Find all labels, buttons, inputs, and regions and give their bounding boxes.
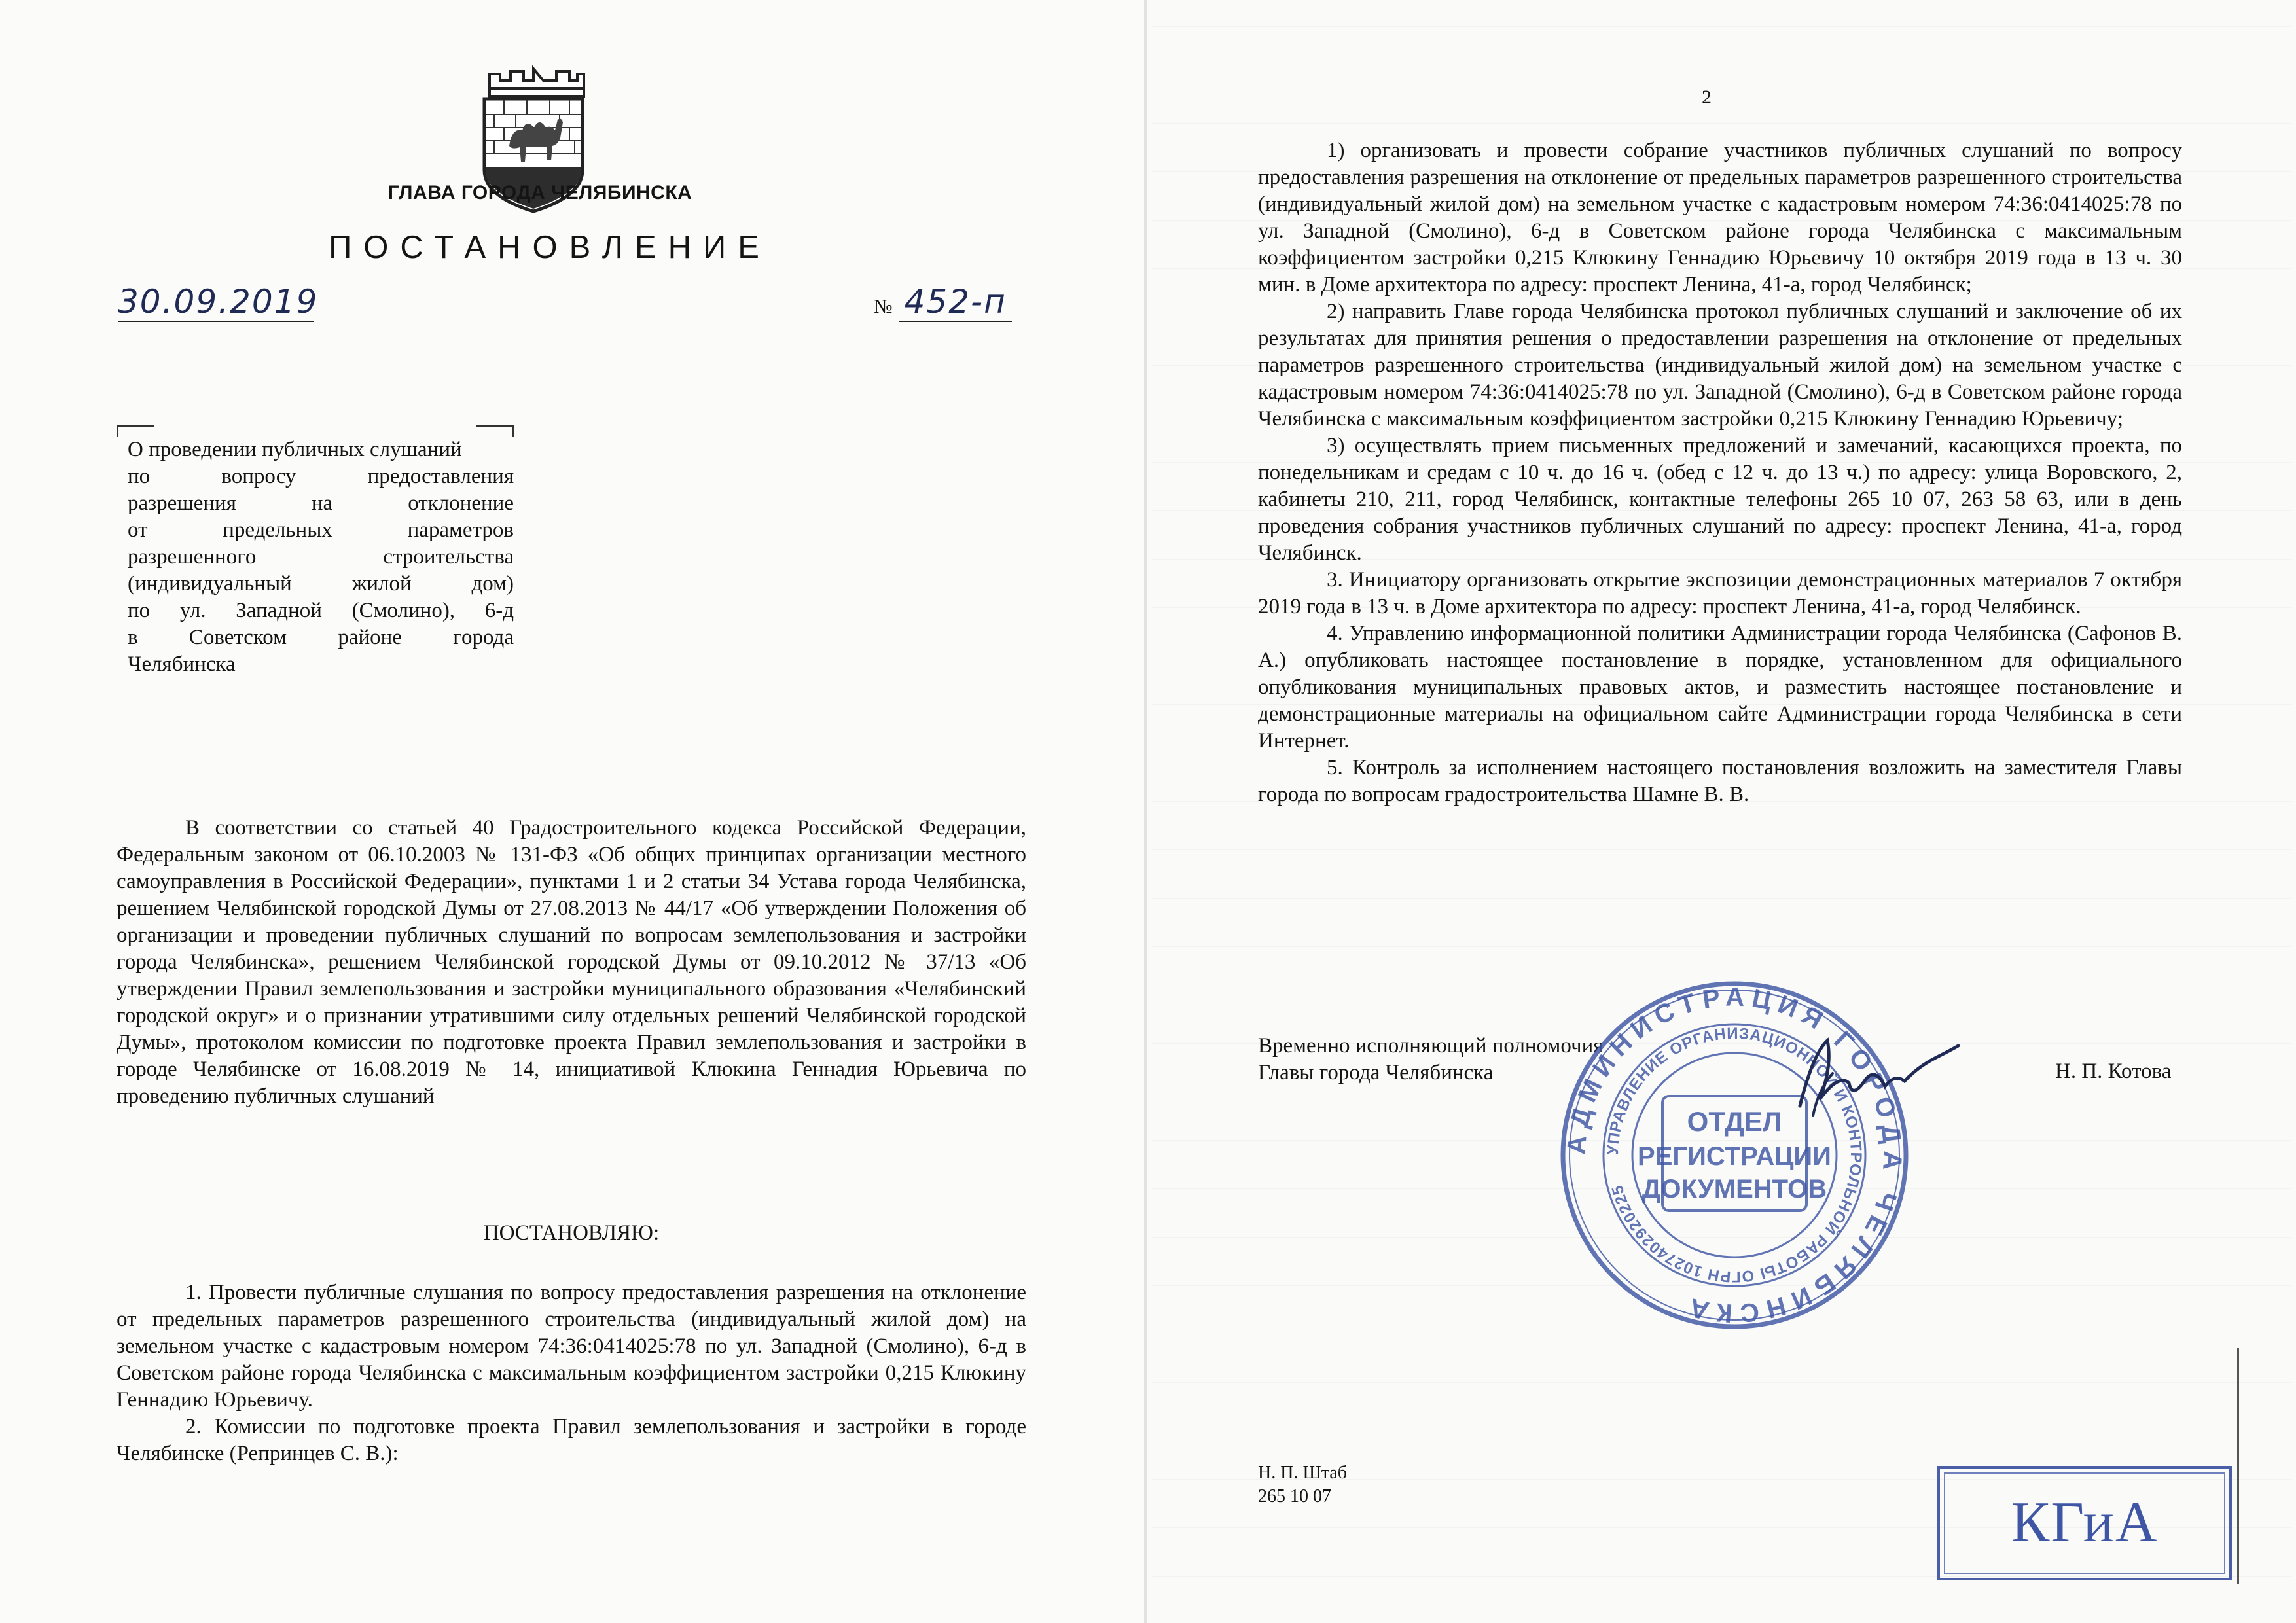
seal-center-line-3: ДОКУМЕНТОВ bbox=[1641, 1175, 1827, 1204]
scan-line bbox=[1152, 26, 2291, 27]
preamble-paragraph: В соответствии со статьей 40 Градостроительного кодекса Российской Федерации, Федеральным законом от 06.10.2003 № 131-ФЗ «Об общих принципах организации местного самоуправления в Российской Федерации», пунктами 1 и 2 статьи 34 Устава города Челябинска, решением Челябинской городской Думы от 27.08.2013 № 44/17 «Об утверждении Положения об организации и проведении публичных слушаний по вопросам землепользования и застройки города Челябинска», решением Челябинской городской Думы от 09.10.2012 № 37/13 «Об утверждении Правил землепользования и застройки муниципального образования «Челябинский городской округ» и о признании утратившими силу отдельных решений Челябинской городской Думы», протоколом комиссии по подготовке проекта Правил землепользования и застройки в городе Челябинске от 16.08.2019 № 14, инициативой Клюкина Геннадия Юрьевича по проведению публичных слушаний bbox=[117, 816, 1026, 1108]
scan-line bbox=[1152, 849, 2291, 850]
subject-line: О проведении публичных слушаний bbox=[128, 438, 462, 461]
document-subject bbox=[128, 437, 514, 678]
scan-line bbox=[1152, 1382, 2291, 1383]
scan-line bbox=[1152, 946, 2291, 947]
subject-bracket-right bbox=[476, 425, 514, 437]
seal-center-line-2: РЕГИСТРАЦИИ bbox=[1638, 1142, 1831, 1171]
signatory-position-line: Главы города Челябинска bbox=[1258, 1061, 1494, 1084]
subject-line: разрешенного строительства bbox=[128, 545, 514, 569]
issuer-title: ГЛАВА ГОРОДА ЧЕЛЯБИНСКА bbox=[387, 182, 692, 204]
subject-line: (индивидуальный жилой дом) bbox=[128, 572, 514, 596]
sub-item-1: 1) организовать и провести собрание участников публичных слушаний по вопросу предоставления разрешения на отклонение от предельных параметров разрешенного строительства (индивидуальный жилой дом) на земельном участке с кадастровым номером 74:36:0414025:78 по ул. Западной (Смолино), 6-д в Советском районе города Челябинска с максимальным коэффициентом застройки 0,215 Клюкину Геннадию Юрьевичу 10 октября 2019 года в 13 ч. 30 мин. в Доме архитектора по адресу: проспект Ленина, 41-а, город Челябинск; bbox=[1258, 139, 2182, 296]
subject-line: в Советском районе города bbox=[128, 626, 514, 649]
item-5: 5. Контроль за исполнением настоящего постановления возложить на заместителя Главы города по вопросам градостроительства Шамне В. В. bbox=[1258, 756, 2182, 806]
subject-bracket-left bbox=[117, 425, 154, 437]
signatory-position-line: Временно исполняющий полномочия bbox=[1258, 1034, 1604, 1058]
seal-inner-text: УПРАВЛЕНИЕ ОРГАНИЗАЦИОННОЙ И КОНТРОЛЬНОЙ РАБОТЫ ОГРН 1027402920225 bbox=[1604, 1024, 1865, 1286]
right-page-items bbox=[1258, 137, 2182, 808]
number-sign: № bbox=[874, 296, 893, 317]
subject-line: Челябинска bbox=[128, 652, 236, 676]
page-edge-line bbox=[2237, 1348, 2239, 1584]
resolve-heading: ПОСТАНОВЛЯЮ: bbox=[483, 1221, 660, 1245]
signatory-name: Н. П. Котова bbox=[2055, 1060, 2172, 1083]
sub-item-2: 2) направить Главе города Челябинска протокол публичных слушаний и заключение об их результатах для принятия решения о предоставлении разрешения на отклонение от предельных параметров разрешенного строительства (индивидуальный жилой дом) на земельном участке с кадастровым номером 74:36:0414025:78 по ул. Западной (Смолино), 6-д в Советском районе города Челябинска с максимальным коэффициентом застройки 0,215 Клюкину Геннадию Юрьевичу; bbox=[1258, 300, 2182, 431]
subject-line: от предельных параметров bbox=[128, 518, 514, 542]
subject-line: по ул. Западной (Смолино), 6-д bbox=[128, 599, 514, 622]
seal-center-line-1: ОТДЕЛ bbox=[1687, 1106, 1782, 1137]
item-3: 3. Инициатору организовать открытие экспозиции демонстрационных материалов 7 октября 2019 года в 13 ч. в Доме архитектора по адресу: проспект Ленина, 41-а, город Челябинск. bbox=[1258, 568, 2182, 618]
sub-item-3: 3) осуществлять прием письменных предложений и замечаний, касающихся проекта, по понедельникам и средам с 10 ч. до 16 ч. (обед с 12 ч. до 13 ч.) по адресу: улица Воровского, 2, кабинеты 210, 211, город Челябинск, контактные телефоны 265 10 07, 263 58 63, или в день проведения собрания участников публичных слушаний по адресу: проспект Ленина, 41-а, город Челябинск. bbox=[1258, 434, 2182, 565]
item-2: 2. Комиссии по подготовке проекта Правил землепользования и застройки в городе Челябинске (Репринцев С. В.): bbox=[117, 1415, 1026, 1465]
executor-name: Н. П. Штаб bbox=[1258, 1463, 1347, 1483]
page-fold bbox=[1144, 0, 1147, 1623]
scan-line bbox=[1152, 898, 2291, 899]
executor-phone: 265 10 07 bbox=[1258, 1486, 1331, 1507]
document-date: 30.09.2019 bbox=[118, 283, 319, 321]
item-1: 1. Провести публичные слушания по вопросу предоставления разрешения на отклонение от предельных параметров разрешенного строительства (индивидуальный жилой дом) на земельном участке с кадастровым номером 74:36:0414025:78 по ул. Западной (Смолино), 6-д в Советском районе города Челябинска с максимальным коэффициентом застройки 0,215 Клюкину Геннадию Юрьевичу. bbox=[117, 1281, 1026, 1412]
signature-icon bbox=[1787, 1027, 1964, 1126]
item-4: 4. Управлению информационной политики Администрации города Челябинска (Сафонов В. А.) опубликовать настоящее постановление в порядке, установленном для официального опубликования муниципальных правовых актов, и разместить настоящее постановление и демонстрационные материалы на официальном сайте Администрации города Челябинска в сети Интернет. bbox=[1258, 622, 2182, 753]
scan-line bbox=[1152, 123, 2291, 124]
seal-outer-text: АДМИНИСТРАЦИЯ ГОРОДА ЧЕЛЯБИНСКА bbox=[1562, 982, 1907, 1328]
subject-line: по вопросу предоставления bbox=[128, 465, 514, 488]
document-type: ПОСТАНОВЛЕНИЕ bbox=[329, 230, 771, 265]
document-number bbox=[874, 283, 1024, 321]
page-number: 2 bbox=[1702, 86, 1712, 108]
number-value: 452-п bbox=[899, 283, 1012, 322]
office-stamp-text: КГиА bbox=[2011, 1491, 2159, 1554]
executor-info bbox=[1258, 1461, 1347, 1508]
office-stamp-box bbox=[1937, 1466, 2232, 1580]
subject-line: разрешения на отклонение bbox=[128, 491, 514, 515]
left-page-items bbox=[117, 1279, 1026, 1467]
